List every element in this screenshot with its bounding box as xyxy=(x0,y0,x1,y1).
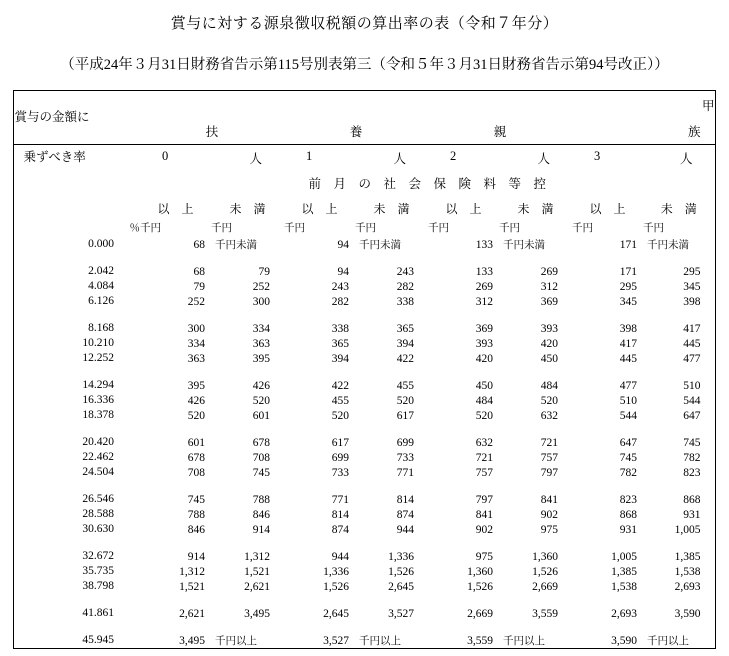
range-3-ijou: 以 上 xyxy=(589,201,626,216)
count-2-unit: 人 xyxy=(537,151,550,166)
count-3 xyxy=(572,145,715,171)
range-to: 282 xyxy=(396,280,414,293)
range-from: 79 xyxy=(193,280,205,293)
range-to: 788 xyxy=(252,493,270,506)
range-from: 68 xyxy=(193,265,205,278)
rate-value: 24.504 xyxy=(82,466,114,478)
range-from: 68 xyxy=(193,238,205,251)
rate-value: 10.210 xyxy=(82,337,114,349)
range-from: 868 xyxy=(619,508,637,521)
range-from: 450 xyxy=(475,379,493,392)
row-group-gap xyxy=(14,621,715,633)
range-to: 520 xyxy=(396,394,414,407)
row-group-gap xyxy=(14,423,715,435)
count-1-unit: 人 xyxy=(393,151,406,166)
range-from: 1,336 xyxy=(323,565,349,578)
table-row xyxy=(14,264,715,279)
range-from: 617 xyxy=(331,436,349,449)
range-to: 975 xyxy=(540,523,558,536)
rate-label-cell xyxy=(14,91,140,145)
range-to: 426 xyxy=(252,379,270,392)
range-from: 2,645 xyxy=(323,607,349,620)
rate-label-line1: 賞与の金額に xyxy=(14,109,90,124)
range-to: 617 xyxy=(396,409,414,422)
count-0-num: 0 xyxy=(161,148,169,163)
table-row xyxy=(14,564,715,579)
range-to: 931 xyxy=(683,508,701,521)
range-from: 312 xyxy=(475,295,493,308)
range-1-miman: 未 満 xyxy=(373,201,410,216)
range-from: 931 xyxy=(619,523,637,536)
table-row xyxy=(14,492,715,507)
range-to: 1,312 xyxy=(244,550,270,563)
range-from: 455 xyxy=(331,394,349,407)
range-to: 484 xyxy=(540,379,558,392)
range-from: 365 xyxy=(331,337,349,350)
range-from: 295 xyxy=(619,280,637,293)
range-from: 745 xyxy=(187,493,205,506)
table-row xyxy=(14,465,715,480)
rate-value: 0.000 xyxy=(88,238,114,250)
range-from: 133 xyxy=(475,265,493,278)
range-from: 721 xyxy=(475,451,493,464)
range-from: 445 xyxy=(619,352,637,365)
range-to: 708 xyxy=(252,451,270,464)
range-from: 363 xyxy=(187,352,205,365)
range-from: 3,590 xyxy=(611,634,637,647)
range-note: 千円以上 xyxy=(358,636,401,647)
rate-value: 14.294 xyxy=(82,379,114,391)
range-to: 1,360 xyxy=(532,550,558,563)
range-from: 269 xyxy=(475,280,493,293)
range-to: 721 xyxy=(540,436,558,449)
rate-value: 20.420 xyxy=(82,436,114,448)
row-group-gap xyxy=(14,537,715,549)
range-from: 510 xyxy=(619,394,637,407)
range-to: 394 xyxy=(396,337,414,350)
range-to: 1,526 xyxy=(388,565,414,578)
range-from: 1,526 xyxy=(323,580,349,593)
range-from: 334 xyxy=(187,337,205,350)
range-from: 647 xyxy=(619,436,637,449)
range-to: 757 xyxy=(540,451,558,464)
range-note: 千円以上 xyxy=(214,636,257,647)
range-to: 2,621 xyxy=(244,580,270,593)
range-from: 944 xyxy=(331,550,349,563)
rate-value: 45.945 xyxy=(82,634,114,646)
row-group-gap xyxy=(14,480,715,492)
range-to: 3,559 xyxy=(532,607,558,620)
range-to: 243 xyxy=(396,265,414,278)
range-to: 520 xyxy=(252,394,270,407)
range-to: 300 xyxy=(252,295,270,308)
rate-value: 32.672 xyxy=(82,550,114,562)
range-from: 398 xyxy=(619,322,637,335)
rate-value: 8.168 xyxy=(88,322,114,334)
range-from: 133 xyxy=(475,238,493,251)
range-2-miman: 未 満 xyxy=(517,201,554,216)
range-from: 757 xyxy=(475,466,493,479)
range-note: 千円未満 xyxy=(214,240,257,251)
range-to: 393 xyxy=(540,322,558,335)
range-to: 295 xyxy=(683,265,701,278)
range-from: 252 xyxy=(187,295,205,308)
unit-senyen-0b: 千円 xyxy=(210,223,232,234)
table-body xyxy=(14,237,715,649)
unit-senyen-3b: 千円 xyxy=(642,223,664,234)
range-to: 312 xyxy=(540,280,558,293)
range-to: 450 xyxy=(540,352,558,365)
range-to: 733 xyxy=(396,451,414,464)
header-row-range xyxy=(14,196,715,220)
range-to: 79 xyxy=(258,265,270,278)
range-to: 420 xyxy=(540,337,558,350)
count-2-num: 2 xyxy=(449,148,457,163)
fuyou-char-0: 扶 xyxy=(205,125,219,139)
range-to: 1,385 xyxy=(674,550,701,563)
rate-value: 22.462 xyxy=(82,451,114,463)
range-to: 510 xyxy=(683,379,701,392)
range-from: 393 xyxy=(475,337,493,350)
range-from: 874 xyxy=(331,523,349,536)
range-to: 269 xyxy=(540,265,558,278)
table-row xyxy=(14,549,715,564)
range-to: 632 xyxy=(540,409,558,422)
range-to: 846 xyxy=(252,508,270,521)
range-from: 395 xyxy=(187,379,205,392)
range-from: 300 xyxy=(187,322,205,335)
range-from: 520 xyxy=(187,409,205,422)
range-1-ijou: 以 上 xyxy=(301,201,338,216)
range-to: 3,590 xyxy=(674,607,701,620)
range-to: 1,521 xyxy=(244,565,270,578)
range-from: 632 xyxy=(475,436,493,449)
range-from: 338 xyxy=(331,322,349,335)
range-from: 3,559 xyxy=(467,634,493,647)
range-from: 369 xyxy=(475,322,493,335)
range-from: 420 xyxy=(475,352,493,365)
range-from: 782 xyxy=(619,466,637,479)
range-from: 975 xyxy=(475,550,493,563)
range-from: 520 xyxy=(331,409,349,422)
range-to: 601 xyxy=(252,409,270,422)
table-row xyxy=(14,294,715,309)
range-from: 2,621 xyxy=(179,607,205,620)
range-to: 678 xyxy=(252,436,270,449)
range-from: 544 xyxy=(619,409,637,422)
range-3-miman: 未 満 xyxy=(660,201,697,216)
unit-senyen-1a: 千円 xyxy=(283,223,305,234)
range-from: 797 xyxy=(475,493,493,506)
range-from: 745 xyxy=(619,451,637,464)
unit-senyen-2b: 千円 xyxy=(498,223,520,234)
range-to: 3,527 xyxy=(388,607,414,620)
range-from: 902 xyxy=(475,523,493,536)
range-from: 2,669 xyxy=(467,607,493,620)
range-to: 477 xyxy=(683,352,701,365)
range-from: 171 xyxy=(619,265,637,278)
range-from: 708 xyxy=(187,466,205,479)
rate-value: 41.861 xyxy=(82,607,114,619)
range-from: 243 xyxy=(331,280,349,293)
rate-value: 30.630 xyxy=(82,523,114,535)
range-note: 千円未満 xyxy=(502,240,545,251)
page-title: 賞与に対する源泉徴収税額の算出率の表（令和７年分） xyxy=(170,16,559,32)
range-2-ijou: 以 上 xyxy=(445,201,482,216)
range-from: 345 xyxy=(619,295,637,308)
table-row xyxy=(14,408,715,423)
range-to: 2,645 xyxy=(388,580,414,593)
range-to: 814 xyxy=(396,493,414,506)
range-to: 455 xyxy=(396,379,414,392)
kazoku-cell: 甲 xyxy=(701,98,715,113)
table-row xyxy=(14,279,715,294)
fuyou-char-2: 親 xyxy=(493,125,507,139)
header-row-social-insurance xyxy=(14,170,715,196)
range-from: 3,527 xyxy=(323,634,349,647)
rate-value: 38.798 xyxy=(82,580,114,592)
range-from: 846 xyxy=(187,523,205,536)
range-to: 2,693 xyxy=(674,580,701,593)
row-group-gap xyxy=(14,594,715,606)
range-from: 699 xyxy=(331,451,349,464)
page-subtitle: （平成24年３月31日財務省告示第115号別表第三（令和５年３月31日財務省告示第94号改正）） xyxy=(60,57,669,73)
rate-label-cell-4 xyxy=(14,196,140,220)
range-from: 1,312 xyxy=(179,565,205,578)
range-from: 2,693 xyxy=(611,607,637,620)
table-row xyxy=(14,450,715,465)
range-to: 782 xyxy=(683,451,701,464)
range-to: 398 xyxy=(683,295,701,308)
rate-value: 4.084 xyxy=(88,280,114,292)
range-from: 1,521 xyxy=(179,580,205,593)
range-0-ijou: 以 上 xyxy=(157,201,194,216)
range-from: 914 xyxy=(187,550,205,563)
range-from: 601 xyxy=(187,436,205,449)
range-to: 874 xyxy=(396,508,414,521)
count-3-unit: 人 xyxy=(679,151,693,166)
range-from: 171 xyxy=(619,238,637,251)
rate-value: 28.588 xyxy=(82,508,114,520)
range-to: 417 xyxy=(683,322,701,335)
range-note: 千円未満 xyxy=(358,240,401,251)
range-from: 678 xyxy=(187,451,205,464)
range-to: 902 xyxy=(540,508,558,521)
range-to: 334 xyxy=(252,322,270,335)
range-to: 1,336 xyxy=(388,550,414,563)
range-from: 1,385 xyxy=(611,565,637,578)
range-to: 520 xyxy=(540,394,558,407)
unit-senyen-0a: 千円 xyxy=(139,223,161,234)
range-to: 252 xyxy=(252,280,270,293)
range-from: 1,526 xyxy=(467,580,493,593)
range-to: 345 xyxy=(683,280,701,293)
range-from: 1,538 xyxy=(611,580,637,593)
rate-value: 35.735 xyxy=(82,565,114,577)
table-row xyxy=(14,321,715,336)
table-row xyxy=(14,579,715,594)
range-to: 2,669 xyxy=(532,580,558,593)
range-from: 282 xyxy=(331,295,349,308)
unit-percent: ％ xyxy=(129,223,140,234)
rate-value: 2.042 xyxy=(88,265,114,277)
range-to: 1,005 xyxy=(674,523,701,536)
range-from: 394 xyxy=(331,352,349,365)
range-to: 3,495 xyxy=(244,607,270,620)
range-from: 814 xyxy=(331,508,349,521)
rate-value: 18.378 xyxy=(82,409,114,421)
rate-value: 26.546 xyxy=(82,493,114,505)
header-row-units xyxy=(14,220,715,237)
range-from: 94 xyxy=(337,265,349,278)
range-note: 千円以上 xyxy=(646,636,689,647)
range-to: 445 xyxy=(683,337,701,350)
range-from: 841 xyxy=(475,508,493,521)
rate-value: 12.252 xyxy=(82,352,114,364)
range-note: 千円未満 xyxy=(646,240,689,251)
range-to: 1,526 xyxy=(532,565,558,578)
range-from: 520 xyxy=(475,409,493,422)
unit-senyen-3a: 千円 xyxy=(571,223,593,234)
range-to: 841 xyxy=(540,493,558,506)
row-group-gap xyxy=(14,252,715,264)
range-from: 417 xyxy=(619,337,637,350)
range-to: 771 xyxy=(396,466,414,479)
range-to: 797 xyxy=(540,466,558,479)
rate-label-cell-3 xyxy=(14,170,140,196)
range-from: 477 xyxy=(619,379,637,392)
range-from: 484 xyxy=(475,394,493,407)
range-to: 699 xyxy=(396,436,414,449)
table-row xyxy=(14,351,715,366)
unit-senyen-1b: 千円 xyxy=(354,223,376,234)
unit-senyen-2a: 千円 xyxy=(427,223,449,234)
rate-value: 6.126 xyxy=(88,295,114,307)
range-to: 914 xyxy=(252,523,270,536)
range-to: 422 xyxy=(396,352,414,365)
table-row xyxy=(14,378,715,393)
range-from: 3,495 xyxy=(179,634,205,647)
range-from: 788 xyxy=(187,508,205,521)
range-to: 1,538 xyxy=(674,565,701,578)
range-to: 823 xyxy=(683,466,701,479)
range-to: 647 xyxy=(683,409,701,422)
header-row-kazoku xyxy=(14,91,715,119)
rate-value: 16.336 xyxy=(82,394,114,406)
table-row xyxy=(14,435,715,450)
table-row xyxy=(14,606,715,621)
range-to: 944 xyxy=(396,523,414,536)
count-1-num: 1 xyxy=(305,148,313,163)
table-row xyxy=(14,522,715,537)
range-to: 868 xyxy=(683,493,701,506)
table-row xyxy=(14,633,715,649)
range-from: 771 xyxy=(331,493,349,506)
rate-label-cell-2 xyxy=(14,145,140,171)
table-row xyxy=(14,393,715,408)
range-from: 426 xyxy=(187,394,205,407)
range-to: 395 xyxy=(252,352,270,365)
social-insurance-label: 前 月 の 社 会 保 険 料 等 控 xyxy=(308,177,546,191)
range-to: 363 xyxy=(252,337,270,350)
table-row xyxy=(14,336,715,351)
header-table xyxy=(13,90,715,649)
range-to: 338 xyxy=(396,295,414,308)
header-row-counts xyxy=(14,145,715,171)
range-from: 94 xyxy=(337,238,349,251)
fuyou-char-3: 族 xyxy=(687,125,701,139)
rate-label-line2: 乗ずべき率 xyxy=(23,149,86,164)
row-group-gap xyxy=(14,309,715,321)
count-2 xyxy=(428,145,572,171)
page-root xyxy=(0,12,729,656)
range-from: 733 xyxy=(331,466,349,479)
range-from: 1,005 xyxy=(611,550,637,563)
row-group-gap xyxy=(14,366,715,378)
range-from: 422 xyxy=(331,379,349,392)
range-to: 745 xyxy=(252,466,270,479)
range-to: 369 xyxy=(540,295,558,308)
count-3-num: 3 xyxy=(593,148,601,163)
range-from: 1,360 xyxy=(467,565,493,578)
count-1 xyxy=(284,145,428,171)
range-from: 823 xyxy=(619,493,637,506)
range-to: 745 xyxy=(683,436,701,449)
range-to: 544 xyxy=(683,394,701,407)
count-0 xyxy=(140,145,284,171)
table-row xyxy=(14,507,715,522)
range-to: 365 xyxy=(396,322,414,335)
range-0-miman: 未 満 xyxy=(229,201,266,216)
count-0-unit: 人 xyxy=(249,151,262,166)
range-note: 千円以上 xyxy=(502,636,545,647)
table-row xyxy=(14,237,715,252)
fuyou-char-1: 養 xyxy=(349,125,363,139)
